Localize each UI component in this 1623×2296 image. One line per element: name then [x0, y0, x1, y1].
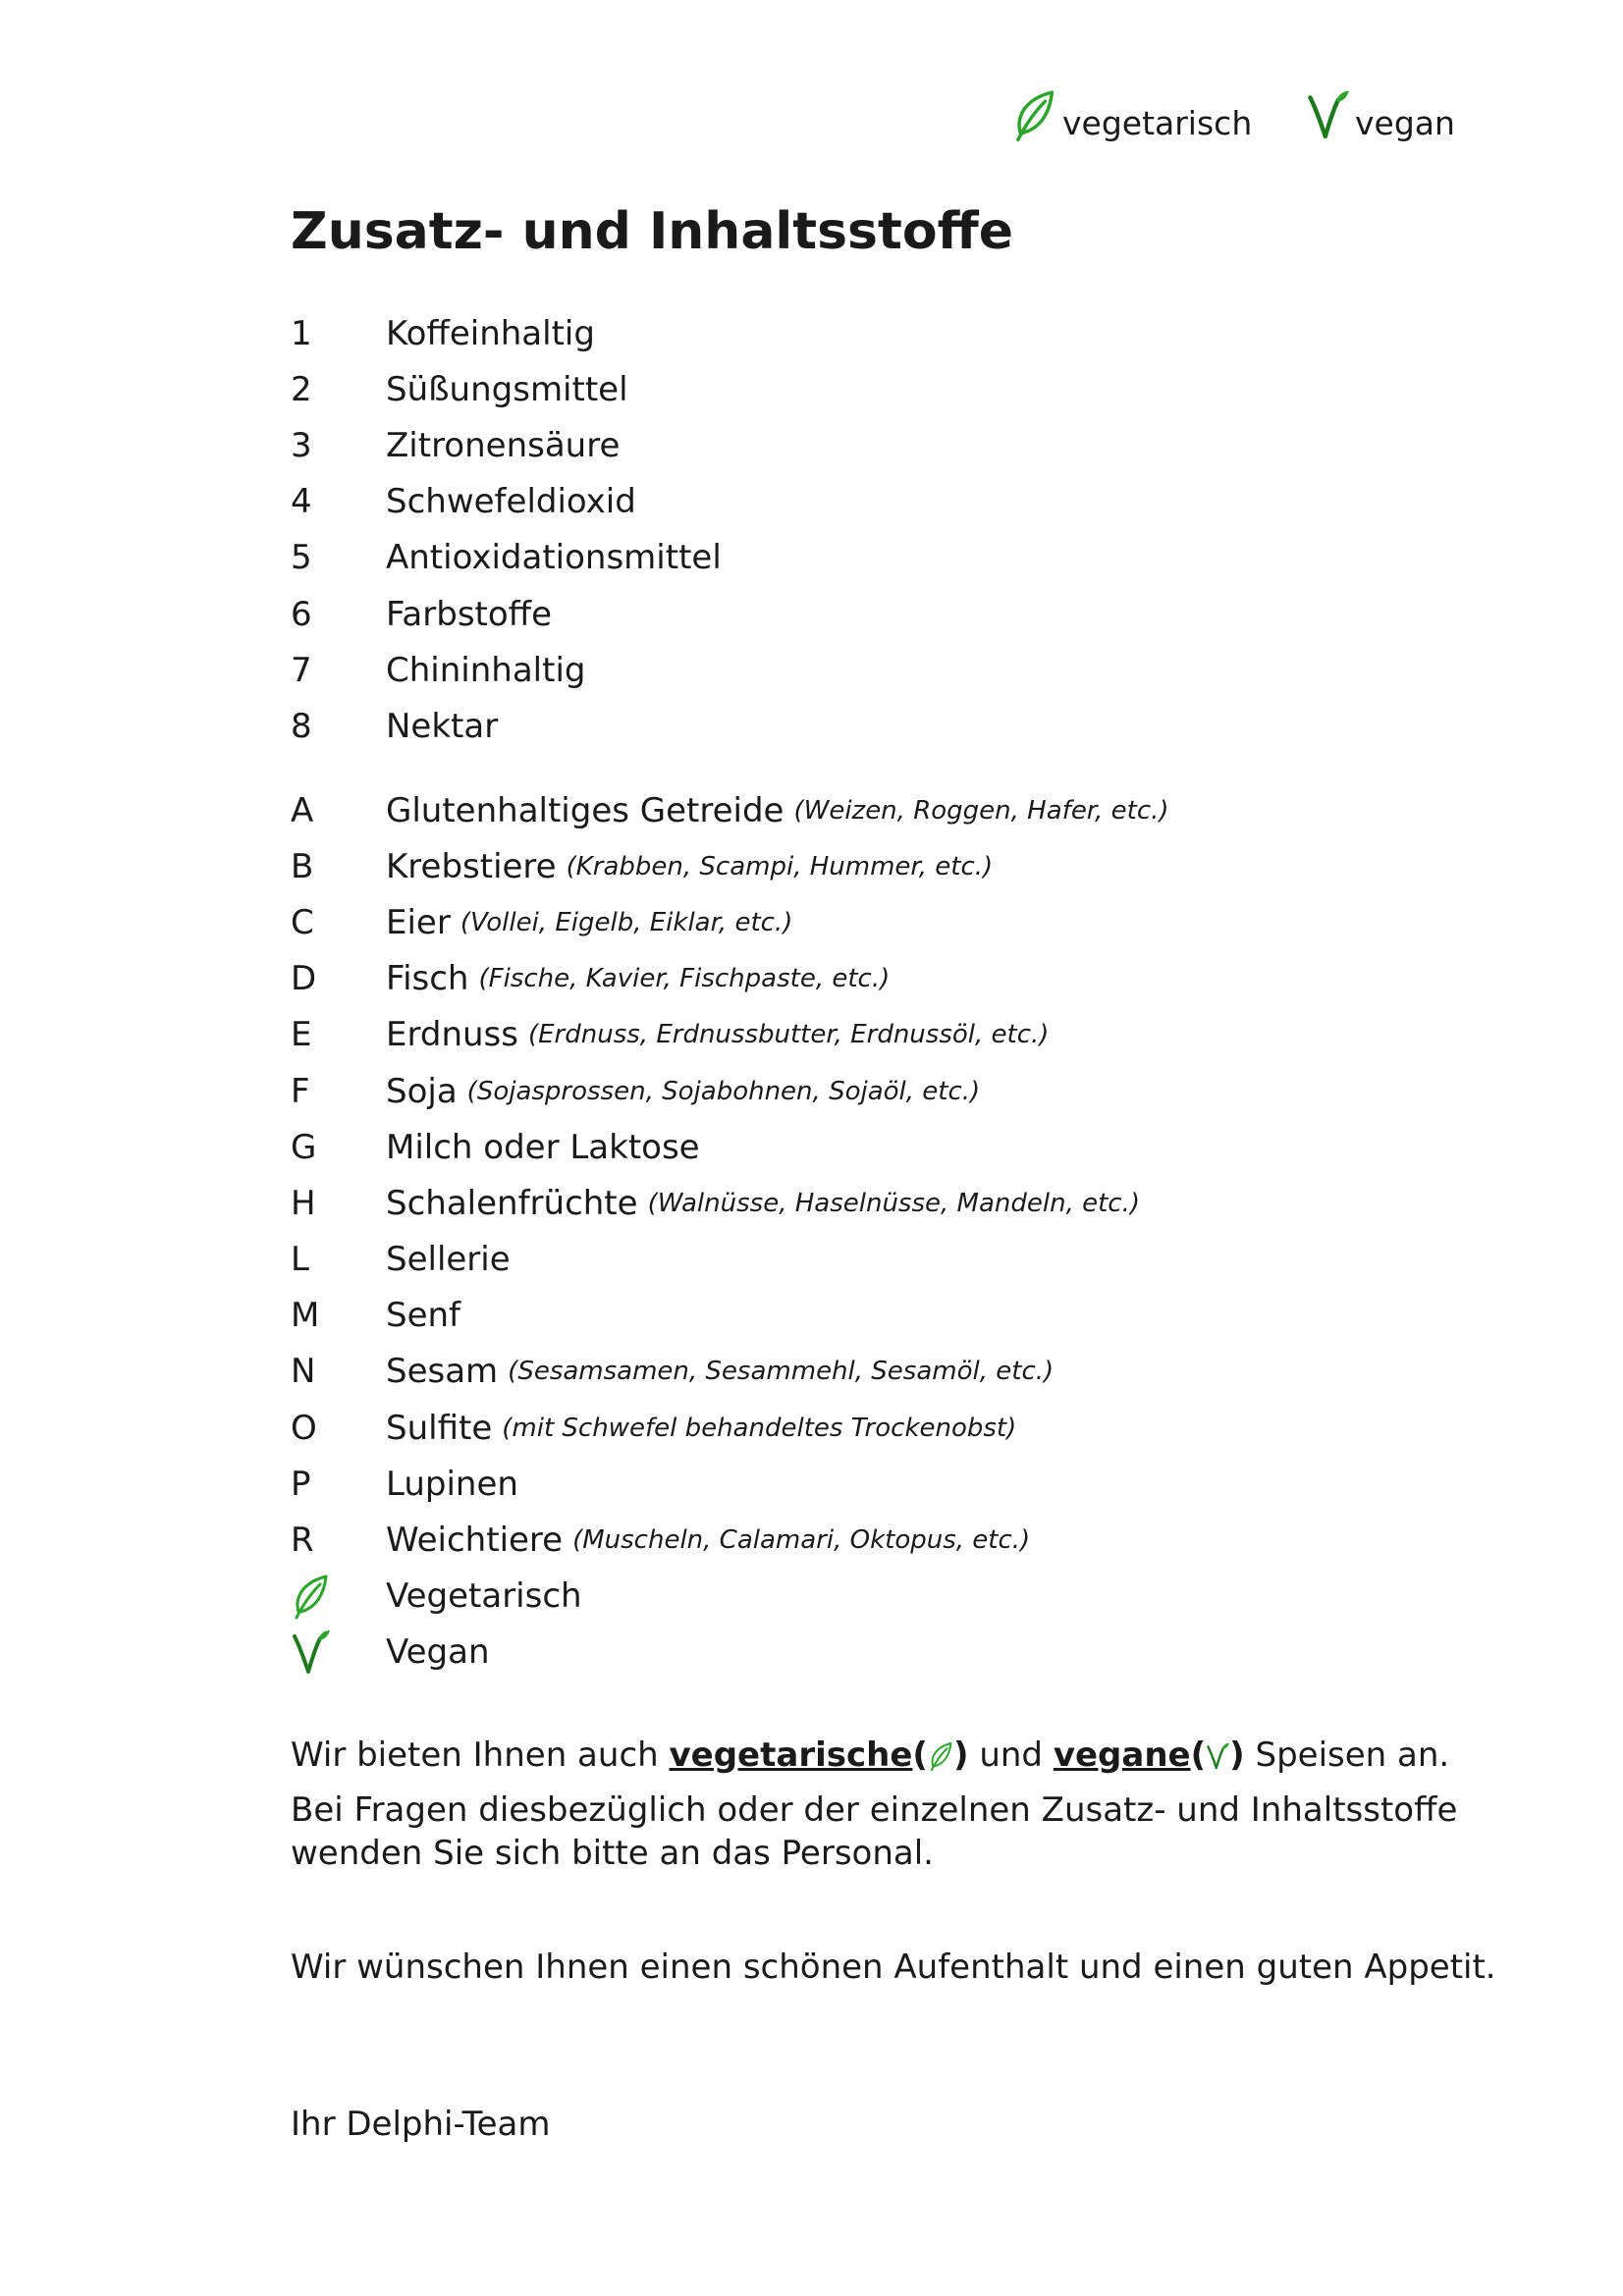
item-code: B [291, 846, 314, 886]
item-name: Zitronensäure [386, 425, 621, 465]
item-name: Vegan [386, 1632, 490, 1673]
item-note: (Krabben, Scampi, Hummer, etc.) [566, 851, 994, 881]
list-item [291, 1625, 1169, 1681]
list-item [291, 1119, 1169, 1175]
v-sprout-icon [291, 1628, 386, 1677]
item-note: (mit Schwefel behandeltes Trockenobst) [502, 1413, 1017, 1443]
item-name: Senf [386, 1296, 461, 1336]
item-name: Lupinen [386, 1464, 518, 1504]
item-name: Glutenhaltiges Getreide [386, 790, 784, 830]
questions-text: Bei Fragen diesbezüglich oder der einzelnen Zusatz- und Inhaltsstoffe wenden Sie sich bitte an das Personal. [291, 1790, 1458, 1873]
item-name: Erdnuss [386, 1015, 518, 1055]
item-note: (Fische, Kavier, Fischpaste, etc.) [478, 964, 891, 994]
item-name: Sesam [386, 1352, 499, 1392]
leaf-icon [1011, 86, 1056, 143]
item-name: Schwefeldioxid [386, 482, 636, 522]
v-sprout-icon [1206, 1740, 1229, 1772]
item-code: 5 [291, 538, 312, 578]
list-item [291, 1288, 1169, 1344]
offer-close-paren-2: ) [1229, 1735, 1245, 1775]
item-name: Soja [386, 1071, 458, 1111]
item-note: (Sesamsamen, Sesammehl, Sesamöl, etc.) [508, 1357, 1055, 1387]
item-name: Farbstoffe [386, 594, 553, 634]
item-name: Krebstiere [386, 846, 557, 886]
item-code: R [291, 1521, 314, 1561]
signature: Ihr Delphi-Team [291, 2105, 551, 2144]
item-note: (Erdnuss, Erdnussbutter, Erdnussöl, etc.) [527, 1020, 1050, 1050]
v-sprout-icon [291, 1628, 330, 1677]
item-name: Koffeinhaltig [386, 313, 595, 353]
item-note: (Muscheln, Calamari, Oktopus, etc.) [572, 1525, 1031, 1556]
list-item [291, 1512, 1169, 1568]
list-item [291, 361, 722, 417]
item-code: 6 [291, 594, 312, 634]
list-item [291, 586, 722, 642]
list-item [291, 1175, 1169, 1231]
item-code: A [291, 790, 314, 830]
item-code: 7 [291, 650, 312, 690]
wishes-text: Wir wünschen Ihnen einen schönen Aufenthalt und einen guten Appetit. [291, 1948, 1496, 1987]
v-sprout-icon [1306, 86, 1349, 143]
list-item [291, 1400, 1169, 1456]
legend-vegan-label: vegan [1355, 104, 1455, 142]
item-note: (Sojasprossen, Sojabohnen, Sojaöl, etc.) [466, 1076, 981, 1106]
offer-vegan-word: vegane [1053, 1735, 1191, 1775]
list-item [291, 305, 722, 361]
list-item [291, 1569, 1169, 1625]
item-code: G [291, 1127, 317, 1167]
item-code: D [291, 959, 317, 999]
leaf-icon [291, 1572, 386, 1621]
legend-vegan [1306, 75, 1455, 143]
offer-open-paren: ( [912, 1735, 928, 1775]
offer-and-word: und [979, 1735, 1043, 1775]
list-item [291, 698, 722, 754]
page-title: Zusatz- und Inhaltsstoffe [291, 202, 1013, 261]
item-name: Schalenfrüchte [386, 1183, 638, 1223]
list-item [291, 530, 722, 586]
legend-vegetarian-label: vegetarisch [1062, 104, 1253, 142]
item-code: C [291, 902, 314, 942]
item-name: Vegetarisch [386, 1576, 582, 1617]
list-item [291, 1007, 1169, 1063]
item-name: Sellerie [386, 1240, 511, 1280]
list-item [291, 1456, 1169, 1512]
leaf-icon [928, 1740, 953, 1772]
item-name: Chininhaltig [386, 650, 586, 690]
item-code: 8 [291, 706, 312, 746]
item-note: (Weizen, Roggen, Hafer, etc.) [793, 795, 1169, 826]
item-name: Fisch [386, 959, 469, 999]
list-item [291, 838, 1169, 894]
list-item [291, 417, 722, 473]
item-name: Antioxidationsmittel [386, 538, 722, 578]
offer-vegetarian-word: vegetarische [669, 1735, 913, 1775]
list-item [291, 642, 722, 698]
additives-list [291, 305, 722, 755]
list-item [291, 894, 1169, 950]
offer-suffix: Speisen an. [1255, 1735, 1450, 1775]
item-code: P [291, 1464, 311, 1504]
list-item [291, 1063, 1169, 1119]
list-item [291, 1344, 1169, 1400]
item-name: Süßungsmittel [386, 369, 628, 409]
item-note: (Walnüsse, Haselnüsse, Mandeln, etc.) [647, 1188, 1141, 1218]
allergens-list [291, 782, 1169, 1681]
list-item [291, 474, 722, 530]
list-item [291, 782, 1169, 838]
item-note: (Vollei, Eigelb, Eiklar, etc.) [460, 907, 793, 937]
item-name: Eier [386, 902, 451, 942]
item-code: F [291, 1071, 310, 1111]
list-item [291, 1232, 1169, 1288]
item-code: N [291, 1352, 316, 1392]
item-code: O [291, 1408, 317, 1448]
item-name: Sulfite [386, 1408, 493, 1448]
legend-vegetarian [1011, 75, 1252, 143]
offer-close-paren: ) [952, 1735, 969, 1775]
item-name: Milch oder Laktose [386, 1127, 700, 1167]
item-name: Weichtiere [386, 1521, 564, 1561]
item-code: 1 [291, 313, 312, 353]
leaf-icon [291, 1572, 330, 1621]
item-name: Nektar [386, 706, 499, 746]
item-code: 3 [291, 425, 312, 465]
offer-prefix: Wir bieten Ihnen auch [291, 1735, 659, 1775]
item-code: 2 [291, 369, 312, 409]
item-code: M [291, 1296, 320, 1336]
offer-text [291, 1734, 1508, 1777]
list-item [291, 951, 1169, 1007]
item-code: H [291, 1183, 316, 1223]
offer-open-paren-2: ( [1190, 1735, 1207, 1775]
diet-legend [1011, 75, 1561, 143]
item-code: L [291, 1240, 309, 1280]
item-code: 4 [291, 482, 312, 522]
item-code: E [291, 1015, 312, 1055]
